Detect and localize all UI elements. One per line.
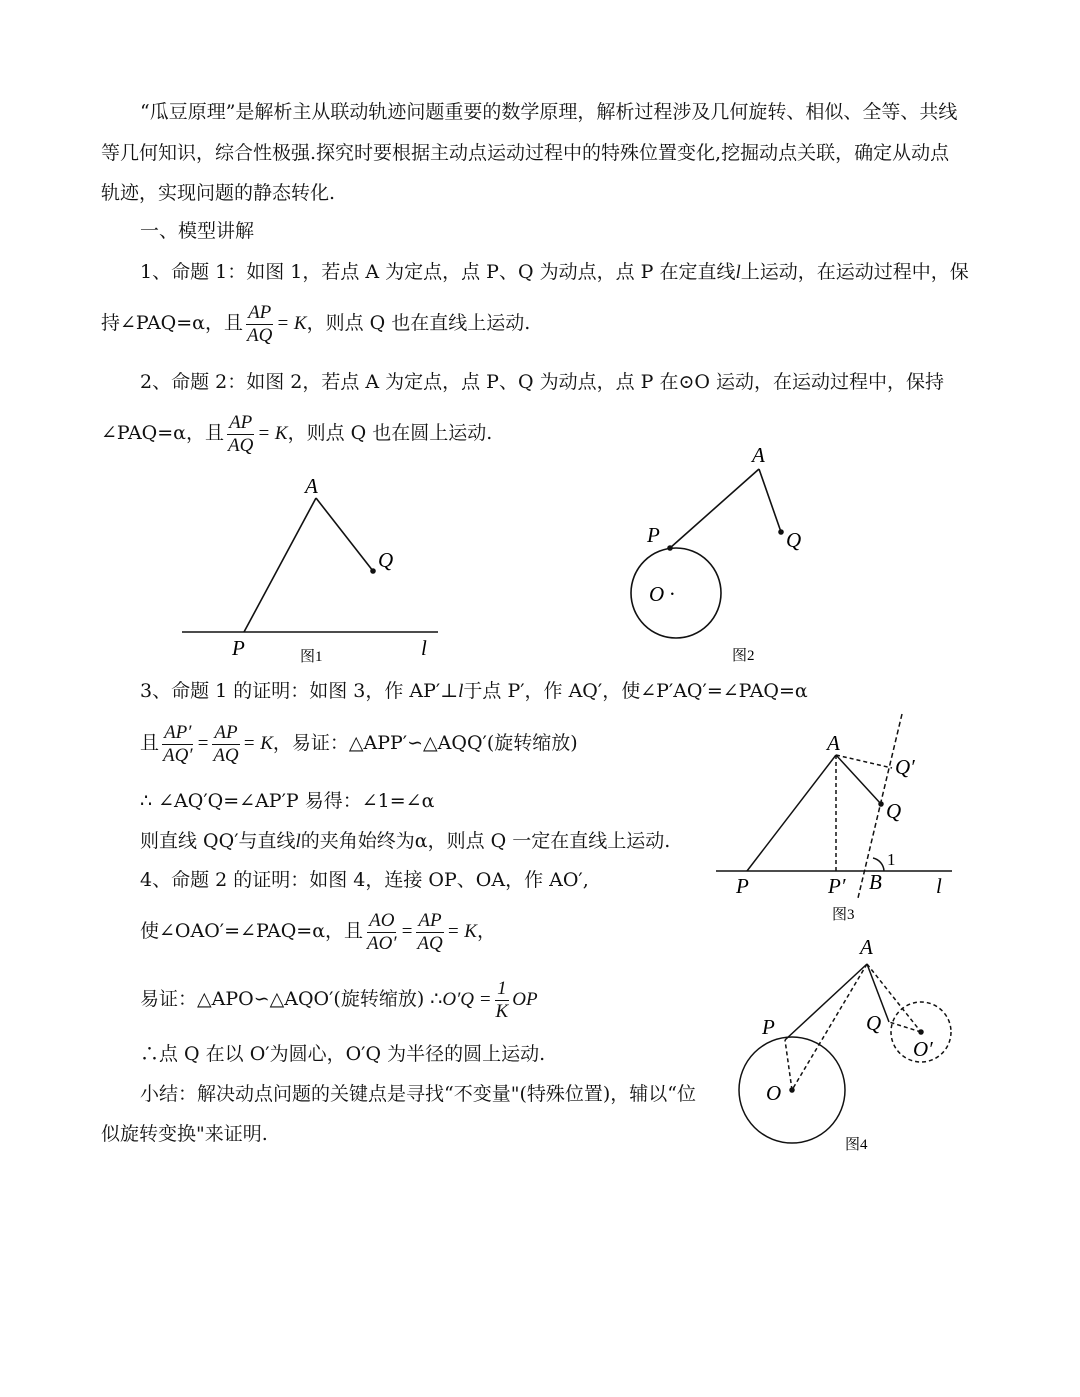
caption-fig4: 图4	[845, 1137, 868, 1153]
summary-line-2: 似旋转变换"来证明.	[101, 1123, 268, 1145]
label-a: A	[860, 935, 873, 959]
label-q: Q	[786, 528, 802, 552]
segment-ap	[244, 498, 316, 632]
prop1-conclusion: ，则点 Q 也在直线上运动.	[306, 312, 531, 334]
equals-sign: =	[196, 733, 210, 754]
intro-line-3: 轨迹，实现问题的静态转化.	[101, 182, 336, 204]
label-angle-1: 1	[887, 850, 896, 869]
label-q-prime: Q′	[895, 755, 915, 779]
segment-aq	[759, 469, 781, 532]
fraction-numerator: 1	[497, 977, 507, 999]
line-variable: l	[295, 831, 301, 852]
point-o-prime	[919, 1030, 923, 1034]
proof1-text: 3、命题 1 的证明：如图 3，作 AP′⊥	[140, 680, 459, 702]
equals-k: = K	[276, 313, 307, 334]
intro-line-2: 等几何知识，综合性极强.探究时要根据主动点运动过程中的特殊位置变化,挖掘动点关联，确定从动点	[101, 142, 950, 164]
caption-fig3: 图3	[832, 907, 855, 923]
segment-aq	[836, 755, 881, 804]
segment-ap	[670, 469, 759, 548]
fraction-numerator: AP	[229, 411, 253, 433]
proof1-conclusion: 则直线 QQ′与直线	[140, 830, 296, 852]
label-a: A	[305, 474, 318, 498]
figure-2	[631, 469, 783, 638]
segment-op-dashed	[785, 1040, 792, 1090]
fraction-numerator: AO	[369, 909, 395, 931]
point-p	[668, 546, 672, 550]
fraction-numerator: AP′	[164, 721, 192, 743]
segment-aq-prime-dashed	[836, 755, 892, 768]
proof1-and: 且	[140, 732, 160, 754]
segment-ap	[785, 964, 867, 1040]
label-a: A	[827, 731, 840, 755]
label-l: l	[421, 636, 427, 660]
label-q: Q	[866, 1011, 882, 1035]
fraction-denominator: AQ	[247, 324, 273, 346]
label-q: Q	[378, 548, 394, 572]
fraction-denominator: AQ	[213, 744, 239, 766]
prop2-conclusion: ，则点 Q 也在圆上运动.	[287, 422, 493, 444]
segment-ao-dashed	[792, 964, 867, 1090]
fraction-numerator: AP	[418, 909, 442, 931]
label-b: B	[869, 870, 882, 894]
equals-k: = K	[257, 423, 288, 444]
label-o: O ·	[649, 582, 675, 606]
point-q	[371, 569, 375, 573]
proof2-line-1: 4、命题 2 的证明：如图 4，连接 OP、OA，作 AO′,	[140, 869, 589, 891]
section-title: 一、模型讲解	[140, 220, 255, 242]
op-segment: OP	[512, 989, 538, 1010]
segment-ap	[747, 755, 836, 871]
point-q	[779, 530, 783, 534]
line-variable: l	[458, 681, 464, 702]
point-q	[879, 802, 883, 806]
proof2-similarity: 易证：△APO∽△AQO′(旋转缩放) ∴	[140, 988, 443, 1010]
intro-line-1: “瓜豆原理”是解析主从联动轨迹问题重要的数学原理，解析过程涉及几何旋转、相似、全等、共线	[140, 101, 958, 123]
label-p: P	[647, 523, 660, 547]
caption-fig2: 图2	[732, 648, 755, 664]
label-p: P	[736, 874, 749, 898]
proof1-similarity: ，易证：△APP′∽△AQQ′(旋转缩放)	[272, 732, 578, 754]
label-l: l	[936, 874, 942, 898]
fraction-denominator: AQ	[228, 434, 254, 456]
proof2-condition: 使∠OAO′=∠PAQ=α，且	[140, 920, 364, 942]
point-o	[790, 1088, 794, 1092]
equals-sign: =	[400, 921, 414, 942]
segment-aq	[316, 498, 373, 571]
label-o-prime: O′	[913, 1037, 933, 1061]
label-p-prime: P′	[828, 874, 846, 898]
fraction-denominator: AQ	[417, 932, 443, 954]
prop1-text: 1、命题 1：如图 1，若点 A 为定点，点 P、Q 为动点，点 P 在定直线	[140, 261, 736, 283]
prop1-text-tail: 上运动，在运动过程中，保	[740, 261, 969, 283]
line-variable: l	[735, 262, 741, 283]
summary-line-1: 小结：解决动点问题的关键点是寻找“不变量"(特殊位置)，辅以“位	[140, 1083, 696, 1105]
label-o: O	[766, 1081, 782, 1105]
fraction-denominator: AO′	[367, 932, 397, 954]
proof2-line-4: ∴点 Q 在以 O′为圆心，O′Q 为半径的圆上运动.	[140, 1043, 546, 1065]
proof1-text-tail: 于点 P′，作 AQ′，使∠P′AQ′=∠PAQ=α	[463, 680, 808, 702]
proof1-conclusion-tail: 的夹角始终为α，则点 Q 一定在直线上运动.	[300, 830, 671, 852]
label-q: Q	[886, 799, 902, 823]
label-p: P	[762, 1015, 775, 1039]
figure-1	[182, 498, 438, 632]
prop2-line-1: 2、命题 2：如图 2，若点 A 为定点，点 P、Q 为动点，点 P 在⊙O 运动，在运动过程中，保持	[140, 371, 944, 393]
equals-k: = K	[446, 921, 477, 942]
label-a: A	[752, 443, 765, 467]
fraction-numerator: AP	[248, 301, 272, 323]
comma: ，	[476, 920, 496, 942]
fraction-denominator: AQ′	[163, 744, 193, 766]
prop1-condition: 持∠PAQ=α，且	[101, 312, 244, 334]
circle-o	[631, 548, 721, 638]
label-p: P	[232, 636, 245, 660]
prop2-condition: ∠PAQ=α，且	[101, 422, 225, 444]
fraction-denominator: K	[495, 1000, 509, 1022]
caption-fig1: 图1	[300, 649, 323, 665]
equals-k: = K	[242, 733, 273, 754]
proof1-line-3: ∴ ∠AQ′Q=∠AP′P 易得：∠1=∠α	[140, 790, 435, 812]
o-prime-q: O′Q =	[442, 989, 492, 1010]
fraction-numerator: AP	[214, 721, 238, 743]
